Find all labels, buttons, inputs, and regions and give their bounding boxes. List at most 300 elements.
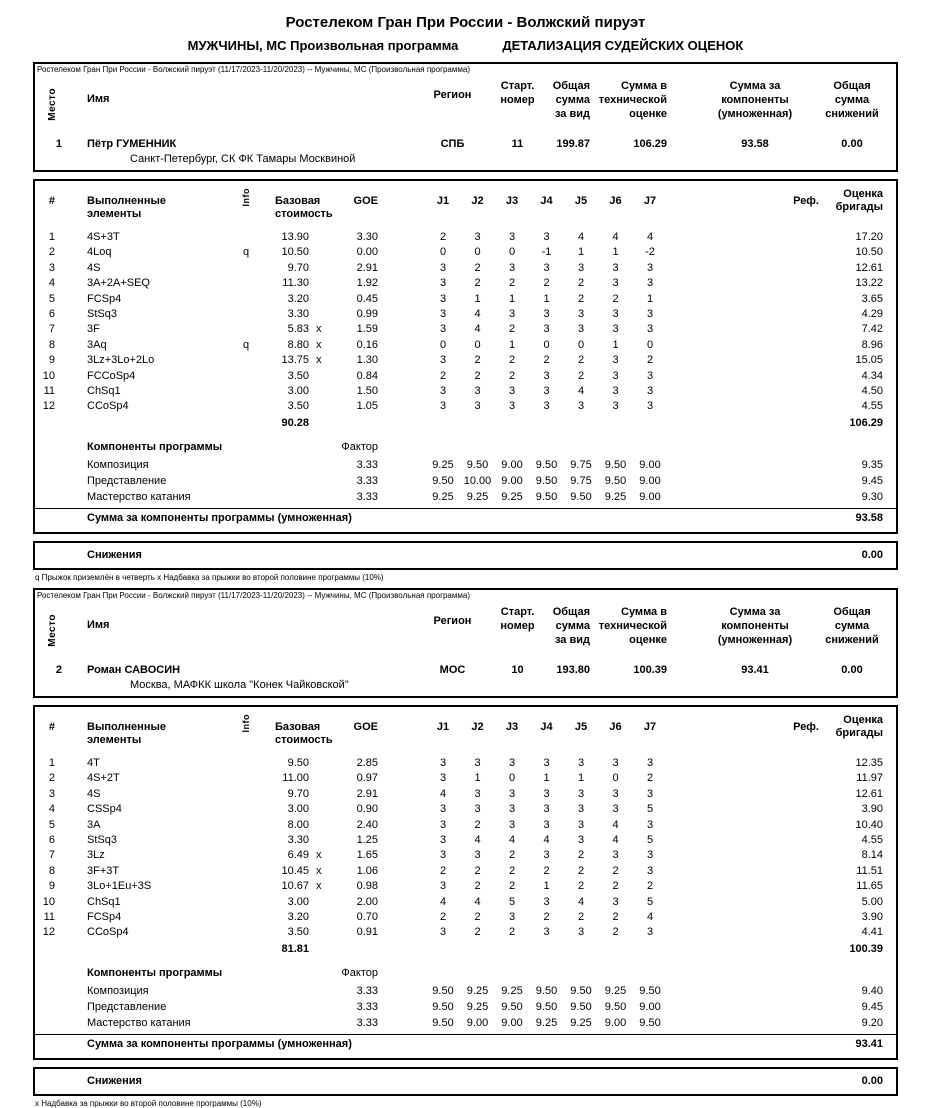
panel-score-column-header: Оценка бригады	[835, 188, 883, 213]
judge2-score-cell: 3	[474, 787, 481, 800]
judge7-score-cell: 3	[646, 818, 654, 831]
element-row	[35, 230, 896, 245]
base-value-cell: 3.30	[287, 308, 309, 321]
elements-table-header	[35, 188, 896, 221]
element-number-cell: 11	[43, 910, 55, 923]
judge6-score-cell: 3	[612, 308, 619, 321]
judge2-score-cell: 1	[474, 772, 481, 785]
element-name-cell: 4T	[87, 756, 100, 769]
judge7-score-cell: 2	[646, 354, 654, 367]
element-name-cell: 3F	[87, 323, 100, 336]
judge6-score-cell: 3	[612, 354, 619, 367]
element-row	[35, 818, 896, 833]
info-cell	[221, 787, 271, 802]
judge3-score-cell: 2	[508, 864, 516, 877]
base-value-cell: 3.50	[287, 369, 309, 382]
element-number-cell: 1	[48, 756, 55, 769]
second-half-bonus-cell	[313, 925, 331, 940]
element-row	[35, 261, 896, 276]
judge3-score-cell: 5	[508, 895, 516, 908]
element-rows	[35, 756, 896, 941]
goe-cell: 0.91	[356, 926, 378, 939]
element-row	[35, 925, 896, 940]
element-row	[35, 369, 896, 384]
technical-score-column-header: Сумма в технической оценке	[598, 605, 667, 646]
judge3-score-cell: 9.00	[501, 1016, 523, 1029]
judge7-score-cell: 9.50	[639, 984, 661, 997]
components-score-value: 93.58	[741, 138, 769, 150]
element-name-cell: FCCoSp4	[87, 369, 136, 382]
panel-score-cell: 7.42	[861, 323, 883, 336]
panel-score-cell: 12.61	[855, 787, 883, 800]
element-row	[35, 276, 896, 291]
base-value-cell: 9.70	[287, 787, 309, 800]
second-half-bonus-cell: x	[316, 864, 322, 877]
second-half-bonus-cell	[313, 787, 331, 802]
judge3-score-cell: 9.00	[501, 474, 523, 487]
judge4-score-cell: 3	[543, 787, 550, 800]
second-half-bonus-cell	[313, 369, 331, 384]
judge5-score-cell: 2	[577, 849, 585, 862]
element-number-cell: 9	[48, 880, 55, 893]
info-cell	[221, 261, 271, 276]
segment-total-value: 199.87	[556, 138, 590, 150]
info-cell	[221, 879, 271, 894]
panel-score-cell: 5.00	[861, 895, 883, 908]
goe-cell: 2.85	[356, 756, 378, 769]
elements-table-header	[35, 714, 896, 747]
judge6-score-cell: 9.50	[604, 458, 627, 471]
technical-score-value: 106.29	[633, 138, 667, 150]
second-half-bonus-cell	[313, 399, 331, 414]
panel-score-cell: 4.50	[861, 385, 883, 398]
factor-cell: 3.33	[356, 984, 378, 997]
element-name-cell: 3F+3T	[87, 864, 120, 877]
element-row	[35, 245, 896, 260]
info-cell	[221, 307, 271, 322]
judge1-score-cell: 9.50	[432, 474, 454, 487]
component-row	[35, 457, 896, 473]
executed-elements-column-header: Выполненные элементы	[87, 720, 166, 746]
judge4-score-cell: 9.50	[535, 984, 558, 997]
judge6-column-header: J6	[609, 195, 622, 207]
element-row	[35, 384, 896, 399]
judge5-score-cell: 2	[577, 292, 585, 305]
base-value-cell: 8.00	[287, 818, 309, 831]
base-value-cell: 11.00	[282, 772, 309, 785]
judge1-score-cell: 3	[439, 354, 447, 367]
goe-cell: 0.98	[356, 880, 378, 893]
second-half-bonus-cell: x	[316, 323, 322, 336]
judge4-score-cell: 9.50	[535, 490, 558, 503]
element-name-cell: 3A+2A+SEQ	[87, 277, 150, 290]
judge7-score-cell: 4	[646, 910, 654, 923]
base-value-cell: 13.90	[281, 231, 309, 243]
deductions-box	[33, 1067, 898, 1096]
judge4-score-cell: 2	[543, 354, 550, 367]
judge1-score-cell: 3	[439, 880, 447, 893]
panel-score-cell: 12.35	[855, 756, 883, 769]
judge7-score-cell: 3	[646, 864, 654, 877]
judge7-score-cell: 3	[646, 261, 654, 274]
element-name-cell: 3Lz	[87, 849, 105, 862]
deductions-label: Снижения	[87, 549, 142, 562]
component-label-cell: Композиция	[87, 984, 149, 997]
judge3-score-cell: 9.25	[501, 984, 523, 997]
judge5-score-cell: 3	[577, 926, 585, 939]
judge2-score-cell: 10.00	[463, 474, 492, 487]
goe-cell: 0.16	[356, 338, 378, 351]
judge7-score-cell: 3	[646, 308, 654, 321]
judge1-score-cell: 2	[439, 864, 447, 877]
second-half-bonus-cell	[313, 245, 331, 260]
judge1-score-cell: 3	[439, 818, 447, 831]
judge6-score-cell: 3	[612, 400, 619, 413]
judge4-score-cell: 3	[543, 385, 550, 398]
element-number-cell: 4	[48, 803, 55, 816]
judge5-score-cell: 1	[577, 246, 585, 259]
judge4-score-cell: 3	[543, 926, 550, 939]
component-score-cell: 9.45	[861, 474, 883, 487]
base-value-cell: 3.00	[287, 803, 309, 816]
judge6-column-header: J6	[609, 720, 622, 733]
judge2-score-cell: 0	[474, 338, 481, 351]
second-half-bonus-cell	[313, 276, 331, 291]
element-row	[35, 910, 896, 925]
components-sum-label: Сумма за компоненты программы (умноженная)	[87, 511, 352, 524]
judge7-score-cell: 9.00	[639, 490, 661, 503]
deductions-column-header: Общая сумма снижений	[825, 605, 879, 646]
judge7-score-cell: 3	[646, 756, 654, 769]
component-label-cell: Представление	[87, 1000, 167, 1013]
region-column-header: Регион	[433, 89, 472, 101]
judge6-score-cell: 3	[612, 756, 619, 769]
judge2-score-cell: 3	[474, 756, 481, 769]
judge6-score-cell: 0	[612, 772, 619, 785]
judge2-score-cell: 2	[474, 880, 481, 893]
element-number-cell: 2	[48, 772, 55, 785]
second-half-bonus-cell	[313, 384, 331, 399]
judge7-score-cell: 5	[646, 895, 654, 908]
technical-score-value: 100.39	[633, 663, 667, 676]
judge5-score-cell: 9.25	[570, 1016, 592, 1029]
judge4-score-cell: 3	[543, 323, 550, 336]
judge7-column-header: J7	[643, 720, 657, 733]
judge5-score-cell: 3	[577, 400, 585, 413]
club-line: Санкт-Петербург, СК ФК Тамары Москвиной	[130, 153, 356, 165]
element-rows	[35, 230, 896, 415]
executed-elements-column-header: Выполненные элементы	[87, 195, 166, 220]
footnote: q Прыжок приземлён в четверть x Надбавка за прыжки во второй половине программы (10%)	[35, 572, 384, 582]
judge5-score-cell: 2	[577, 864, 585, 877]
judge1-score-cell: 0	[439, 338, 447, 351]
start-number-value: 11	[511, 138, 524, 150]
judge5-score-cell: 3	[577, 308, 585, 321]
judge4-score-cell: 3	[543, 400, 550, 413]
judge2-score-cell: 2	[474, 926, 481, 939]
info-cell	[221, 322, 271, 337]
judge5-score-cell: 9.75	[570, 474, 592, 487]
judge2-score-cell: 2	[474, 261, 481, 274]
technical-score-column-header: Сумма в технической оценке	[598, 80, 667, 120]
judge6-score-cell: 9.50	[604, 474, 627, 487]
element-number-cell: 7	[48, 849, 55, 862]
element-name-cell: 4S+2T	[87, 772, 120, 785]
name-column-header: Имя	[87, 93, 110, 105]
judge2-score-cell: 2	[474, 910, 481, 923]
judge2-score-cell: 9.25	[466, 984, 489, 997]
start-number-column-header: Старт. номер	[500, 80, 535, 106]
goe-cell: 2.91	[356, 787, 378, 800]
base-value-cell: 3.20	[287, 910, 309, 923]
element-row	[35, 338, 896, 353]
judge1-score-cell: 3	[439, 261, 447, 274]
judge1-score-cell: 3	[439, 292, 447, 305]
second-half-bonus-cell	[313, 802, 331, 817]
goe-cell: 1.30	[356, 354, 378, 367]
judge6-score-cell: 4	[612, 818, 619, 831]
club-line: Москва, МАФКК школа "Конек Чайковской"	[130, 678, 349, 691]
element-name-cell: CCoSp4	[87, 926, 129, 939]
goe-cell: 0.90	[356, 803, 378, 816]
element-name-cell: 4S	[87, 261, 101, 274]
judge7-score-cell: 3	[646, 369, 654, 382]
region-value: СПБ	[440, 138, 465, 150]
judge4-score-cell: 2	[543, 864, 550, 877]
element-number-cell: 8	[48, 864, 55, 877]
second-half-bonus-cell: x	[316, 849, 322, 862]
base-value-column-header: Базовая стоимость	[275, 720, 333, 746]
factor-column-header: Фактор	[341, 440, 378, 453]
deductions-value: 0.00	[861, 1075, 883, 1088]
info-cell	[221, 925, 271, 940]
judge6-score-cell: 3	[612, 323, 619, 336]
panel-score-cell: 11.97	[856, 772, 883, 785]
segment-total-value: 193.80	[556, 663, 590, 676]
base-value-cell: 10.45	[281, 864, 309, 877]
judge6-score-cell: 2	[612, 880, 619, 893]
element-row	[35, 307, 896, 322]
name-column-header: Имя	[87, 618, 110, 631]
component-row	[35, 489, 896, 505]
judge3-score-cell: 1	[508, 338, 516, 351]
judge7-score-cell: -2	[645, 246, 655, 259]
judge1-score-cell: 3	[439, 833, 447, 846]
second-half-bonus-cell	[313, 771, 331, 786]
judge1-score-cell: 9.50	[432, 1016, 454, 1029]
judge2-score-cell: 2	[474, 864, 481, 877]
element-row	[35, 756, 896, 771]
base-value-cell: 6.49	[287, 849, 309, 862]
element-name-cell: 3Lz+3Lo+2Lo	[87, 354, 155, 367]
judge5-score-cell: 9.50	[570, 490, 592, 503]
skater-header-box	[33, 588, 898, 698]
element-number-cell: 8	[48, 338, 55, 351]
judge3-score-cell: 3	[508, 261, 516, 274]
components-header-label: Компоненты программы	[87, 966, 223, 979]
judge6-score-cell: 3	[612, 803, 619, 816]
judge2-score-cell: 4	[474, 323, 481, 336]
goe-cell: 2.91	[356, 261, 378, 274]
info-cell	[221, 910, 271, 925]
element-row	[35, 322, 896, 337]
judge2-score-cell: 3	[474, 400, 481, 413]
components-score-value: 93.41	[741, 663, 769, 676]
components-sum-value: 93.58	[855, 511, 883, 524]
referee-column-header: Реф.	[793, 720, 819, 733]
panel-score-cell: 3.90	[861, 910, 883, 923]
element-row	[35, 848, 896, 863]
judge3-score-cell: 3	[508, 818, 516, 831]
judge5-column-header: J5	[574, 195, 588, 207]
panel-score-cell: 4.41	[861, 926, 883, 939]
judge1-score-cell: 3	[439, 400, 447, 413]
technical-total: 100.39	[849, 942, 883, 955]
judge3-score-cell: 3	[508, 787, 516, 800]
judge4-score-cell: 3	[543, 849, 550, 862]
component-label-cell: Мастерство катания	[87, 1016, 191, 1029]
info-cell	[221, 864, 271, 879]
judge7-score-cell: 4	[646, 231, 654, 243]
judge1-score-cell: 0	[439, 246, 447, 259]
judge1-column-header: J1	[436, 720, 450, 733]
element-name-cell: StSq3	[87, 833, 117, 846]
goe-cell: 2.40	[356, 818, 378, 831]
element-number-cell: 2	[48, 246, 55, 259]
judge7-score-cell: 9.50	[639, 1016, 661, 1029]
goe-cell: 1.06	[356, 864, 378, 877]
element-number-cell: 12	[42, 926, 55, 939]
goe-cell: 0.97	[356, 772, 378, 785]
judge3-score-cell: 2	[508, 926, 516, 939]
goe-cell: 1.25	[356, 833, 378, 846]
judge7-score-cell: 3	[646, 385, 654, 398]
element-row	[35, 802, 896, 817]
components-sum-label: Сумма за компоненты программы (умноженная)	[87, 1037, 352, 1050]
judge4-score-cell: 9.50	[535, 1000, 558, 1013]
judge5-score-cell: 2	[577, 277, 585, 290]
start-number-column-header: Старт. номер	[500, 605, 535, 632]
goe-cell: 1.59	[356, 323, 378, 336]
info-cell	[221, 833, 271, 848]
judge3-score-cell: 1	[508, 292, 516, 305]
place-value: 1	[55, 138, 62, 150]
element-number-cell: 10	[42, 369, 55, 382]
component-label-cell: Мастерство катания	[87, 490, 191, 503]
components-score-column-header: Сумма за компоненты (умноженная)	[717, 80, 793, 120]
judge5-column-header: J5	[574, 720, 588, 733]
info-cell	[221, 756, 271, 771]
judge2-score-cell: 2	[474, 369, 481, 382]
info-cell	[221, 895, 271, 910]
factor-column-header: Фактор	[341, 966, 378, 979]
info-cell	[221, 292, 271, 307]
judge6-score-cell: 3	[612, 261, 619, 274]
judge7-column-header: J7	[643, 195, 657, 207]
judge2-score-cell: 4	[474, 895, 481, 908]
component-score-cell: 9.20	[861, 1016, 883, 1029]
second-half-bonus-cell	[313, 307, 331, 322]
judge4-score-cell: 3	[543, 369, 550, 382]
deductions-total-value: 0.00	[841, 663, 863, 676]
component-row	[35, 1015, 896, 1031]
element-name-cell: FCSp4	[87, 910, 122, 923]
skater-header-labels	[35, 602, 896, 658]
footnote: x Надбавка за прыжки во второй половине программы (10%)	[35, 1098, 262, 1108]
elements-total-row	[35, 415, 896, 432]
judge3-score-cell: 3	[508, 803, 516, 816]
judge4-score-cell: 3	[543, 231, 550, 243]
factor-cell: 3.33	[356, 1000, 378, 1013]
judge5-score-cell: 0	[577, 338, 585, 351]
event-line: Ростелеком Гран При России - Волжский пируэт (11/17/2023-11/20/2023) -- Мужчины, МС (Произвольная программа)	[37, 65, 470, 74]
judge6-score-cell: 2	[612, 910, 619, 923]
judge6-score-cell: 4	[612, 833, 619, 846]
judge7-score-cell: 3	[646, 849, 654, 862]
deductions-total-value: 0.00	[841, 138, 863, 150]
info-cell	[221, 369, 271, 384]
component-score-cell: 9.35	[861, 458, 883, 471]
place-column-header: Место	[46, 613, 58, 647]
base-value-cell: 11.30	[282, 277, 309, 290]
judge3-score-cell: 2	[508, 880, 516, 893]
factor-cell: 3.33	[356, 490, 378, 503]
judge6-score-cell: 4	[612, 231, 619, 243]
judge5-score-cell: 3	[577, 787, 585, 800]
goe-column-header: GOE	[353, 195, 378, 207]
technical-total: 106.29	[849, 416, 883, 429]
goe-column-header: GOE	[353, 720, 378, 733]
judge2-score-cell: 3	[474, 803, 481, 816]
judge1-score-cell: 3	[439, 756, 447, 769]
base-value-cell: 3.50	[287, 400, 309, 413]
deductions-value: 0.00	[861, 549, 883, 562]
element-name-cell: 3Aq	[87, 338, 107, 351]
panel-score-cell: 12.61	[855, 261, 883, 274]
judge6-score-cell: 2	[612, 926, 619, 939]
judge6-score-cell: 9.25	[604, 490, 627, 503]
elements-box	[33, 179, 898, 534]
component-row	[35, 999, 896, 1015]
judge7-score-cell: 1	[646, 292, 654, 305]
components-header-label: Компоненты программы	[87, 440, 223, 453]
goe-cell: 0.45	[356, 292, 378, 305]
judge2-score-cell: 1	[474, 292, 481, 305]
judge7-score-cell: 2	[646, 772, 654, 785]
info-cell	[221, 818, 271, 833]
judge2-score-cell: 2	[474, 354, 481, 367]
info-cell: q	[242, 246, 250, 259]
judge3-score-cell: 2	[508, 277, 516, 290]
judge4-column-header: J4	[540, 720, 553, 733]
judge4-column-header: J4	[540, 195, 553, 207]
element-name-cell: CCoSp4	[87, 400, 129, 413]
goe-cell: 1.50	[356, 385, 378, 398]
judge5-score-cell: 9.75	[570, 458, 592, 471]
judge5-score-cell: 1	[577, 772, 585, 785]
goe-cell: 1.05	[356, 400, 378, 413]
judge3-score-cell: 2	[508, 323, 516, 336]
skater-summary-row	[35, 137, 896, 151]
judge1-score-cell: 3	[439, 277, 447, 290]
referee-column-header: Реф.	[793, 195, 819, 207]
judge3-score-cell: 9.00	[501, 458, 523, 471]
judge3-column-header: J3	[505, 720, 519, 733]
goe-cell: 0.99	[356, 308, 378, 321]
element-row	[35, 833, 896, 848]
element-name-cell: FCSp4	[87, 292, 122, 305]
judge7-score-cell: 9.00	[639, 1000, 661, 1013]
